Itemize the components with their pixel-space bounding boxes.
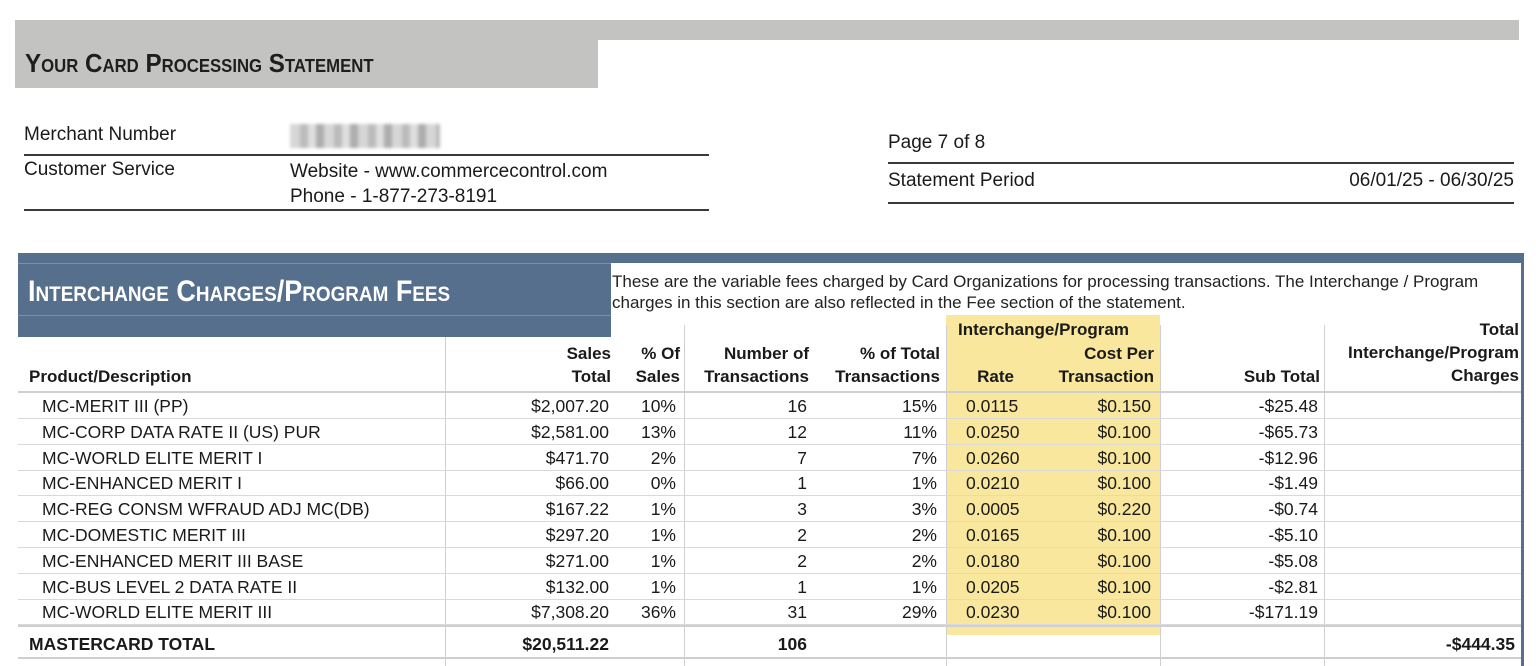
table-row [18,419,1521,445]
cell-rate: 0.0180 [966,550,1020,571]
table-row [18,393,1521,419]
cell-rate: 0.0230 [966,602,1020,623]
cell-pct-tx: 7% [911,447,937,468]
cell-product: MC-CORP DATA RATE II (US) PUR [42,421,321,442]
cell-pct-tx: 29% [901,602,937,623]
merchant-number-label: Merchant Number [24,124,177,145]
table-row [18,548,1521,574]
cell-num-tx: 2 [797,525,807,545]
cell-subtotal: -$65.73 [1258,421,1318,442]
merchant-number-row [24,118,709,156]
cell-product: MC-BUS LEVEL 2 DATA RATE II [42,576,298,597]
col-header-pct-sales: % Of Sales [635,344,680,386]
section-title: Interchange Charges/Program Fees [28,275,451,308]
cell-rate: 0.0260 [966,447,1020,468]
cell-pct-tx: 3% [911,499,937,520]
cell-pct-tx: 15% [901,396,937,416]
cell-rate: 0.0205 [966,576,1020,597]
cell-pct-tx: 11% [903,421,937,442]
cell-sales: $132.00 [545,576,609,597]
total-cell-num-tx: 106 [777,634,807,654]
cell-pct-sales: 0% [650,473,676,494]
table-row [18,522,1521,548]
col-header-rate: Rate [977,367,1014,386]
table-row [18,445,1521,471]
cell-product: MC-REG CONSM WFRAUD ADJ MC(DB) [42,499,370,520]
col-group-header-interchange: Interchange/Program [958,320,1129,339]
cell-sales: $471.70 [545,447,609,468]
customer-service-row [24,156,709,211]
cell-rate: 0.0005 [966,499,1020,520]
cell-cost: $0.150 [1097,396,1151,416]
cell-cost: $0.100 [1097,525,1151,545]
page-number-row [888,126,1514,164]
cell-subtotal: -$171.19 [1248,602,1318,623]
cell-cost: $0.100 [1097,550,1151,571]
cell-pct-sales: 1% [650,550,676,571]
cell-cost: $0.100 [1097,421,1151,442]
cell-num-tx: 2 [797,550,807,571]
website-text: Website - www.commercecontrol.com [290,161,608,182]
cell-pct-sales: 36% [640,602,676,623]
statement-period-label: Statement Period [888,170,1035,191]
cell-rate: 0.0250 [966,421,1020,442]
cell-pct-tx: 2% [911,525,937,545]
cell-product: MC-ENHANCED MERIT III BASE [42,550,304,571]
cell-pct-sales: 1% [650,576,676,597]
cell-cost: $0.100 [1097,576,1151,597]
cell-sales: $271.00 [545,550,609,571]
table-row [18,496,1521,522]
cell-product: MC-MERIT III (PP) [42,396,189,416]
statement-period-value: 06/01/25 - 06/30/25 [1349,170,1514,191]
merchant-number-redacted [290,124,440,148]
cell-num-tx: 1 [797,473,807,494]
col-header-product: Product/Description [29,367,192,386]
section-header [18,263,611,337]
page-info [888,126,1514,204]
cell-pct-sales: 1% [650,499,676,520]
title-box [15,40,598,88]
col-header-num-transactions: Number of Transactions [704,344,809,386]
statement-period-row [888,164,1514,204]
table-row [18,599,1521,625]
cell-num-tx: 12 [787,421,807,442]
cell-sales: $2,581.00 [531,421,609,442]
cell-pct-sales: 2% [650,447,676,468]
cell-subtotal: -$1.49 [1268,473,1318,494]
phone-text: Phone - 1-877-273-8191 [290,186,498,207]
total-cell-product: MASTERCARD TOTAL [29,634,216,654]
cell-pct-sales: 10% [640,396,676,416]
cell-sales: $167.22 [545,499,609,520]
cell-sales: $7,308.20 [531,602,609,623]
section-description: These are the variable fees charged by Card Organizations for processing transactions. The Interchange / Program charges in this section are also reflected in the Fee section of the statement. [612,272,1479,312]
table-row [18,574,1521,600]
cell-sales: $66.00 [555,473,609,494]
cell-num-tx: 31 [787,602,807,623]
cell-cost: $0.100 [1097,447,1151,468]
cell-sales: $297.20 [545,525,609,545]
top-bar [15,20,1519,40]
page-title: Your Card Processing Statement [25,48,374,78]
page-number: Page 7 of 8 [888,132,986,153]
col-header-pct-transactions: % of Total Transactions [835,344,940,386]
cell-rate: 0.0210 [966,473,1020,494]
cell-subtotal: -$12.96 [1258,447,1318,468]
table-row [18,470,1521,496]
cell-num-tx: 1 [797,576,807,597]
cell-pct-sales: 13% [640,421,676,442]
cell-subtotal: -$5.10 [1268,525,1318,545]
cell-num-tx: 16 [787,396,807,416]
total-cell-sales: $20,511.22 [522,634,609,654]
cell-pct-sales: 1% [650,525,676,545]
cell-pct-tx: 1% [911,576,937,597]
interchange-section [18,253,1524,666]
cell-cost: $0.220 [1097,499,1151,520]
col-header-sales-total: Sales Total [566,344,611,386]
cell-product: MC-WORLD ELITE MERIT III [42,602,273,623]
cell-pct-tx: 2% [911,550,937,571]
cell-cost: $0.100 [1097,473,1151,494]
cell-subtotal: -$5.08 [1268,550,1318,571]
cell-cost: $0.100 [1097,602,1151,623]
cell-num-tx: 3 [797,499,807,520]
cell-sales: $2,007.20 [531,396,609,416]
cell-num-tx: 7 [797,447,807,468]
col-header-total-charges: Total Interchange/Program Charges [1348,320,1519,385]
cell-subtotal: -$2.81 [1268,576,1318,597]
cell-subtotal: -$0.74 [1268,499,1318,520]
cell-pct-tx: 1% [911,473,937,494]
total-cell-total: -$444.35 [1445,634,1515,654]
total-row [18,627,1521,659]
customer-service-label: Customer Service [24,159,175,180]
cell-product: MC-ENHANCED MERIT I [42,473,242,494]
col-header-subtotal: Sub Total [1243,367,1320,386]
merchant-info [24,118,709,211]
cell-product: MC-DOMESTIC MERIT III [42,525,246,545]
cell-subtotal: -$25.48 [1258,396,1318,416]
cell-rate: 0.0115 [966,396,1019,416]
cell-product: MC-WORLD ELITE MERIT I [42,447,263,468]
col-header-cost-per-transaction: Cost Per Transaction [1058,344,1154,386]
cell-rate: 0.0165 [966,525,1020,545]
